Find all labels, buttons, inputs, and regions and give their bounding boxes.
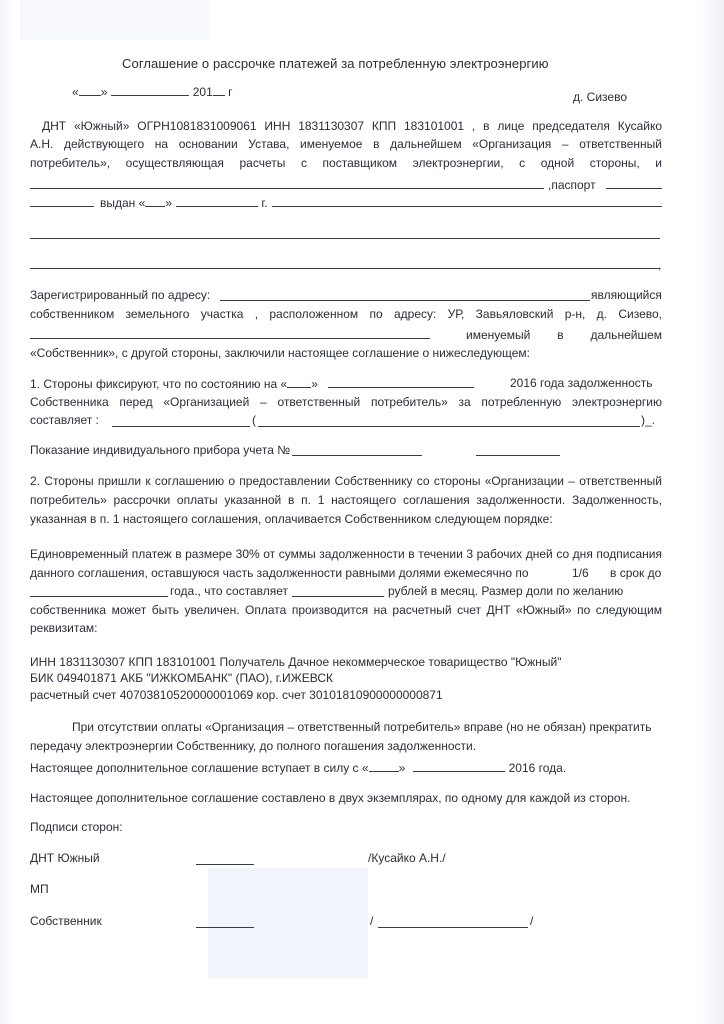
clause-1-line-2: Собственника перед «Организацией – ответственный потребитель» за потребленную электроэнергию [30, 395, 662, 409]
day-blank [79, 84, 101, 96]
clause-1-year: 2016 года задолженность [510, 376, 653, 390]
debt-paren-close: )_. [641, 413, 656, 427]
passport-number-blank [30, 206, 94, 207]
address-blank-1 [30, 238, 660, 239]
owner-name-blank [30, 188, 544, 189]
payment-line-2: данного соглашения, оставшуюся часть задолженности равными долями ежемесячно по [30, 566, 529, 580]
registered-label: Зарегистрированный по адресу: [30, 288, 211, 302]
monthly-amount-blank [292, 596, 384, 597]
issued-day-blank [145, 195, 165, 207]
registered-line-4: «Собственник», с другой стороны, заключили настоящее соглашение о нижеследующем: [30, 346, 530, 360]
scan-artifact [208, 868, 368, 978]
nonpayment-line-2: передачу электроэнергии Собственнику, до полного погашения задолженности. [30, 739, 477, 753]
clause-1-line-3: составляет : [30, 413, 99, 427]
year-prefix: 201 [192, 85, 213, 99]
debt-paren-open: ( [252, 413, 256, 427]
issued-label: выдан « » г. [100, 196, 268, 210]
requisites-line-1: ИНН 1831130307 КПП 183101001 Получатель Дачное некоммерческое товарищество "Южный" [30, 655, 562, 669]
nonpayment-line-1: При отсутствии оплаты «Организация – ответственный потребитель» вправе (но не обязан) прекратить [72, 720, 652, 734]
registered-line-2: собственником земельного участка , расположенном по адресу: УР, Завьяловский р-н, д. Сизево, [30, 307, 662, 321]
registered-address-blank [220, 300, 590, 301]
document-title: Соглашение о рассрочке платежей за потребленную электроэнергию [122, 56, 549, 71]
passport-blank [606, 188, 662, 189]
payment-deadline-label: в срок до [610, 566, 662, 580]
dnt-signature-label: ДНТ Южный [30, 851, 100, 865]
clause-1-line-1: 1. Стороны фиксируют, что по состоянию на « » [30, 376, 474, 392]
payment-deadline-blank [30, 596, 168, 597]
payment-share: 1/6 [572, 566, 589, 580]
meter-reading-blank [476, 455, 560, 456]
copies-line: Настоящее дополнительное соглашение составлено в двух экземплярах, по одному для каждой из сторон. [30, 791, 631, 805]
being-label: являющийся [591, 288, 662, 302]
requisites-line-2: БИК 049401871 АКБ "ИЖКОМБАНК" (ПАО), г.ИЖЕВСК [30, 671, 334, 685]
date-line [72, 84, 232, 100]
owner-name-slash-open: / [370, 914, 374, 928]
requisites-line-3: расчетный счет 40703810520000001069 кор. счет 30101810900000000871 [30, 688, 443, 702]
date-quote-close: » [100, 85, 108, 99]
payment-line-3a: года., что составляет [170, 584, 289, 598]
month-blank [111, 84, 189, 96]
dnt-signature-blank [196, 864, 254, 865]
named-label: именуемый в дальнейшем [466, 328, 662, 342]
signatures-heading: Подписи сторон: [30, 820, 123, 834]
owner-signature-label: Собственник [30, 914, 102, 928]
owner-signature-blank [196, 927, 254, 928]
payment-line-1: Единовременный платеж в размере 30% от суммы задолженности в течении 3 рабочих дней со дня подписания [30, 547, 662, 561]
issued-city-label: г. [261, 196, 268, 210]
year-blank [213, 84, 225, 96]
intro-line-2: А.Н. действующего на основании Устава, именуемое в дальнейшем «Организация – ответственный [30, 137, 662, 151]
year-suffix: г [228, 85, 233, 99]
effective-day-blank [369, 760, 399, 772]
debt-month-blank [328, 376, 474, 388]
meter-label: Показание индивидуального прибора учета № [30, 443, 291, 457]
effective-month-blank [413, 760, 505, 772]
owner-name-signature-blank [378, 927, 528, 928]
dnt-signature-name: /Кусайко А.Н./ [368, 851, 446, 865]
issued-month-blank [176, 195, 258, 207]
payment-line-3b: рублей в месяц. Размер доли по желанию [388, 584, 624, 598]
scan-artifact [20, 0, 210, 40]
payment-line-4: собственника может быть увеличен. Оплата производится на расчетный счет ДНТ «Южный» по следующим [30, 603, 662, 617]
payment-line-5: реквизитам: [30, 621, 98, 635]
date-quote-open: « [72, 85, 79, 99]
place: д. Сизево [573, 90, 627, 104]
issued-by-blank [272, 206, 662, 207]
address-blank-2 [30, 268, 660, 269]
intro-line-1: ДНТ «Южный» ОГРН1081831009061 ИНН 1831130307 КПП 183101001 , в лице председателя Кусайко [42, 119, 662, 133]
clause-2-line-2: потребитель» рассрочки оплаты указанной в п. 1 настоящего соглашения задолженности. Задолженность, [30, 493, 662, 507]
clause-2-line-3: указанная в п. 1 настоящего соглашения, оплачивается Собственником следующем порядке: [30, 512, 553, 526]
intro-line-3: потребитель», осуществляющая расчеты с поставщиком электроэнергии, с одной стороны, и [30, 156, 662, 170]
clause-2-line-1: 2. Стороны пришли к соглашению о предоставлении Собственнику со стороны «Организации – ответственный [30, 474, 662, 488]
owner-name-slash-close: / [530, 914, 534, 928]
debt-day-blank [287, 376, 311, 388]
owner-name-blank-2 [30, 338, 430, 339]
effective-line: Настоящее дополнительное соглашение вступает в силу с « » 2016 года. [30, 761, 567, 775]
debt-words-blank [258, 426, 640, 427]
debt-amount-blank [112, 426, 250, 427]
passport-label: ,паспорт [548, 178, 596, 192]
address-comma: , [658, 258, 662, 272]
meter-number-blank [292, 455, 422, 456]
stamp-place-label: МП [30, 882, 49, 896]
